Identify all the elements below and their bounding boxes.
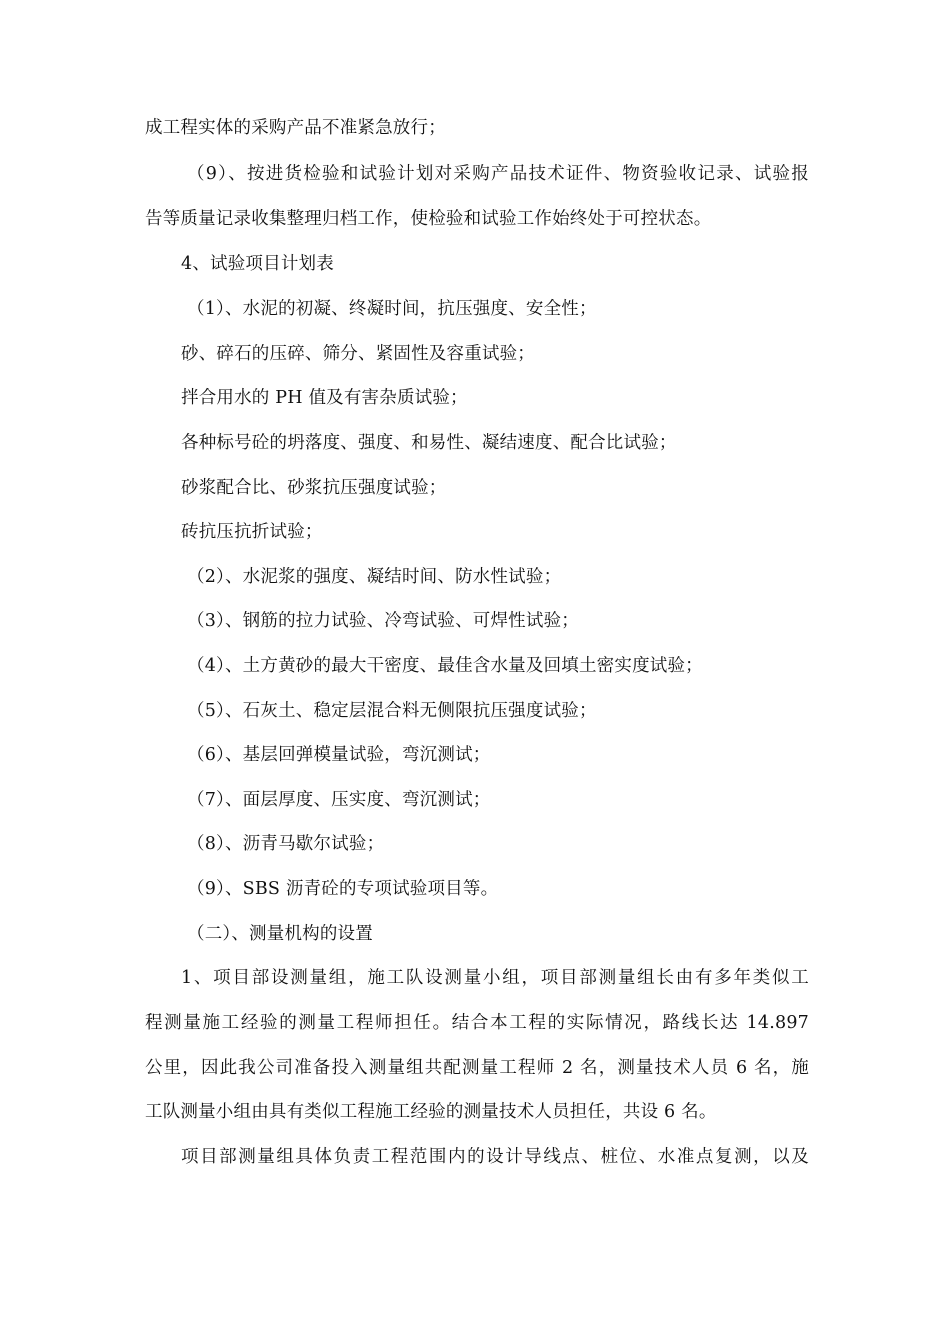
text-line: 拌合用水的 PH 值及有害杂质试验； — [181, 388, 468, 408]
text-line: 砖抗压抗折试验； — [181, 522, 323, 542]
text-line: 告等质量记录收集整理归档工作，使检验和试验工作始终处于可控状态。 — [145, 209, 712, 229]
text-line: （8）、沥青马歇尔试验； — [187, 834, 385, 854]
text-line: （6）、基层回弹模量试验，弯沉测试； — [187, 745, 491, 765]
text-line: 程测量施工经验的测量工程师担任。结合本工程的实际情况，路线长达 14.897 — [145, 1013, 809, 1033]
text-line: 成工程实体的采购产品不准紧急放行； — [145, 118, 446, 138]
text-line: 砂浆配合比、砂浆抗压强度试验； — [181, 478, 447, 498]
section-heading: （二）、测量机构的设置 — [187, 924, 373, 944]
text-line: 工队测量小组由具有类似工程施工经验的测量技术人员担任，共设 6 名。 — [145, 1102, 717, 1122]
text-line: （1）、水泥的初凝、终凝时间，抗压强度、安全性； — [187, 299, 597, 319]
text-line: 砂、碎石的压碎、筛分、紧固性及容重试验； — [181, 344, 535, 364]
section-heading: 4、试验项目计划表 — [181, 254, 334, 274]
text-line: （9）、SBS 沥青砼的专项试验项目等。 — [187, 879, 499, 899]
text-line: （5）、石灰土、稳定层混合料无侧限抗压强度试验； — [187, 701, 597, 721]
text-line: （4）、土方黄砂的最大干密度、最佳含水量及回填土密实度试验； — [187, 656, 703, 676]
text-line: 公里，因此我公司准备投入测量组共配测量工程师 2 名，测量技术人员 6 名，施 — [145, 1058, 809, 1078]
text-line: 1、项目部设测量组，施工队设测量小组，项目部测量组长由有多年类似工 — [181, 968, 809, 988]
text-line: （2）、水泥浆的强度、凝结时间、防水性试验； — [187, 567, 562, 587]
text-line: （7）、面层厚度、压实度、弯沉测试； — [187, 790, 491, 810]
text-line: 各种标号砼的坍落度、强度、和易性、凝结速度、配合比试验； — [181, 433, 677, 453]
text-line: （3）、钢筋的拉力试验、冷弯试验、可焊性试验； — [187, 611, 579, 631]
text-line: （9）、按进货检验和试验计划对采购产品技术证件、物资验收记录、试验报 — [187, 164, 809, 184]
text-line: 项目部测量组具体负责工程范围内的设计导线点、桩位、水准点复测，以及 — [181, 1147, 809, 1167]
